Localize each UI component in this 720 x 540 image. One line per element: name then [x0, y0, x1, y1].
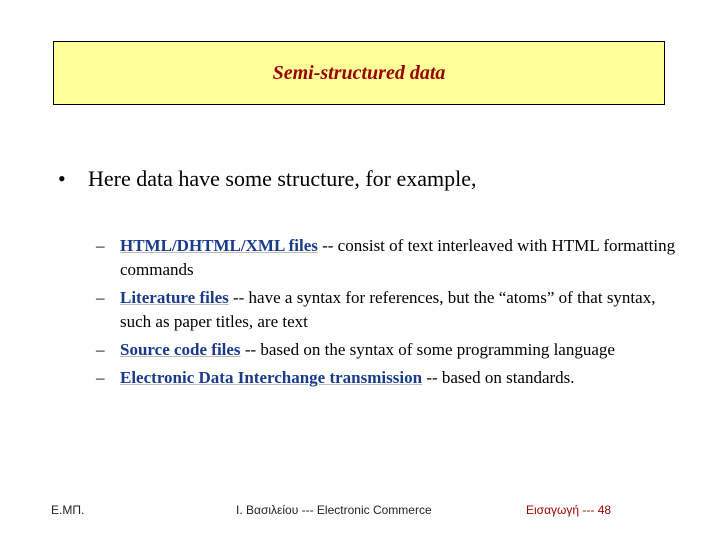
item-description: -- based on standards. — [422, 368, 575, 387]
item-term: HTML/DHTML/XML files — [120, 236, 318, 255]
item-description: -- have a syntax for references, but the “atoms” of that syntax, such as paper titles, are text — [120, 288, 656, 331]
main-bullet-text: Here data have some structure, for example, — [88, 166, 477, 191]
slide-title: Semi-structured data — [272, 61, 446, 84]
item-description: -- consist of text interleaved with HTML formatting commands — [120, 236, 676, 279]
dash-icon: – — [96, 368, 105, 387]
item-term: Source code files — [120, 340, 241, 359]
item-term: Literature files — [120, 288, 229, 307]
footer-left: Ε.ΜΠ. — [51, 503, 85, 517]
list-item — [96, 366, 676, 390]
title-box — [53, 41, 665, 105]
bullet-icon: • — [58, 166, 66, 191]
footer-page-number: Εισαγωγή --- 48 — [526, 503, 612, 517]
list-item — [96, 234, 676, 282]
item-description: -- based on the syntax of some programming language — [240, 340, 615, 359]
footer-center: Ι. Βασιλείου --- Electronic Commerce — [236, 503, 432, 517]
dash-icon: – — [96, 340, 105, 359]
item-term: Electronic Data Interchange transmission — [120, 368, 423, 387]
list-item — [96, 338, 676, 362]
dash-icon: – — [96, 236, 105, 255]
sub-bullet-list — [96, 234, 676, 394]
dash-icon: – — [96, 288, 105, 307]
list-item — [96, 286, 676, 334]
main-bullet — [58, 166, 477, 192]
